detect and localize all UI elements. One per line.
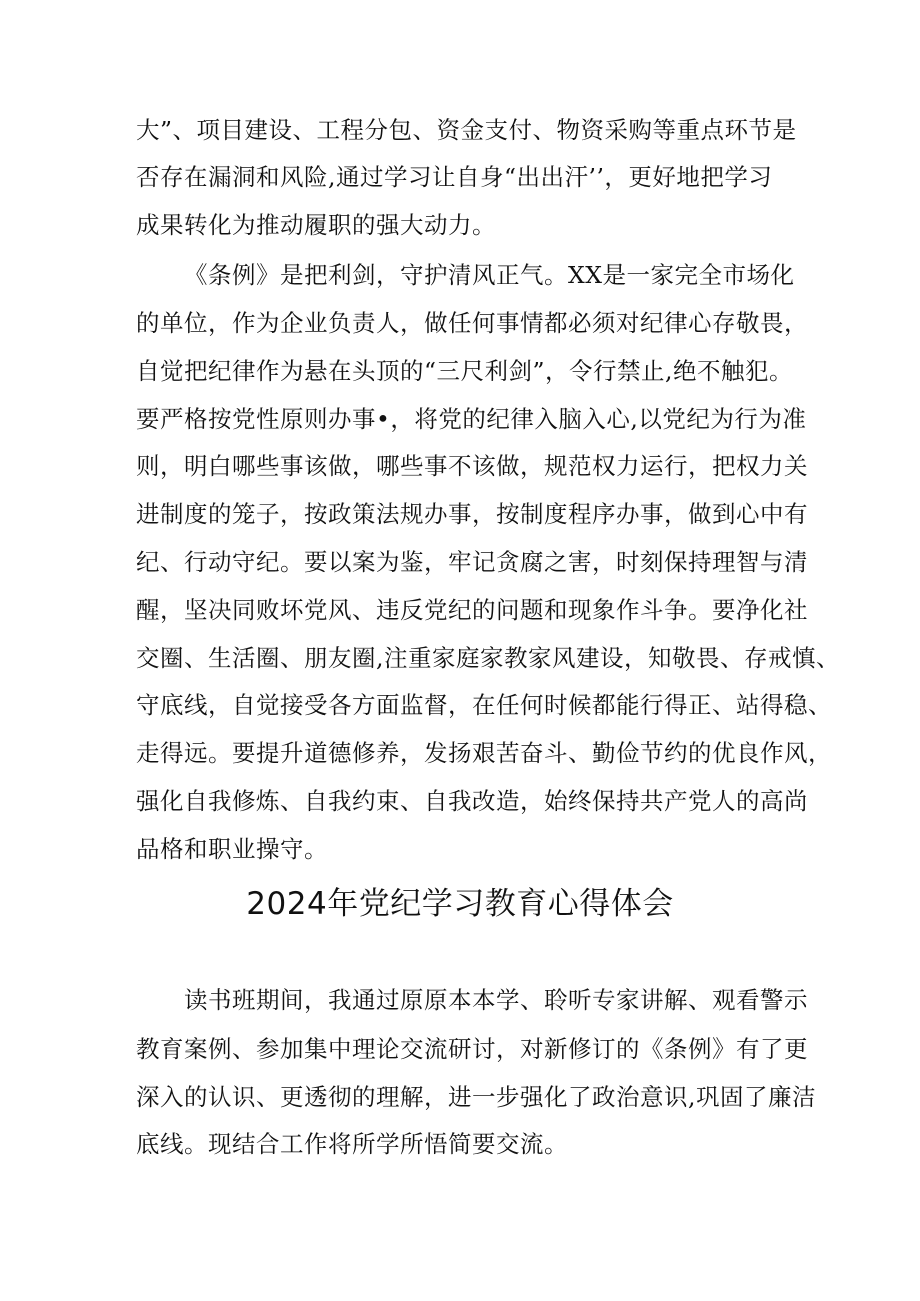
paragraph-line: 守底线，自觉接受各方面监督，在任何时候都能行得正、站得稳、 [136, 691, 832, 719]
paragraph-line: 醒，坚决同败坏党风、违反党纪的问题和现象作斗争。要净化社 [136, 596, 808, 624]
document-title: 2024年党纪学习教育心得体会 [246, 886, 674, 922]
paragraph-line: 成果转化为推动履职的强大动力。 [136, 211, 496, 239]
paragraph-line: 底线。现结合工作将所学所悟简要交流。 [136, 1130, 568, 1158]
paragraph-line: 纪、行动守纪。要以案为鉴，牢记贪腐之害，时刻保持理智与清 [136, 548, 808, 576]
paragraph-line: 深入的认识、更透彻的理解，进一步强化了政治意识,巩固了廉洁 [136, 1083, 816, 1111]
paragraph-line: 要严格按党性原则办事•，将党的纪律入脑入心,以党纪为行为准 [136, 405, 807, 433]
paragraph-line: 教育案例、参加集中理论交流研讨，对新修订的《条例》有了更 [136, 1035, 808, 1063]
paragraph-line: 自觉把纪律作为悬在头顶的“三尺利剑”，令行禁止,绝不触犯。 [136, 357, 793, 385]
paragraph-line: 交圈、生活圈、朋友圈,注重家庭家教家风建设，知敬畏、存戒慎、 [136, 644, 840, 672]
paragraph-line: 强化自我修炼、自我约束、自我改造，始终保持共产党人的高尚 [136, 787, 808, 815]
paragraph-line: 走得远。要提升道德修养，发扬艰苦奋斗、勤俭节约的优良作风， [136, 739, 832, 767]
paragraph-line: 的单位，作为企业负责人，做任何事情都必须对纪律心存敬畏， [136, 309, 808, 337]
paragraph-line: 《条例》是把利剑，守护清风正气。XX是一家完全市场化 [184, 261, 795, 289]
paragraph-line: 进制度的笼子，按政策法规办事，按制度程序办事，做到心中有 [136, 500, 808, 528]
paragraph-line: 大”、项目建设、工程分包、资金支付、物资采购等重点环节是 [136, 116, 797, 144]
paragraph-line: 否存在漏洞和风险,通过学习让自身“出出汗’’，更好地把学习 [136, 163, 773, 191]
paragraph-line: 读书班期间，我通过原原本本学、聆听专家讲解、观看警示 [184, 986, 808, 1014]
paragraph-line: 品格和职业操守。 [136, 835, 328, 863]
paragraph-line: 则，明白哪些事该做，哪些事不该做，规范权力运行，把权力关 [136, 452, 808, 480]
